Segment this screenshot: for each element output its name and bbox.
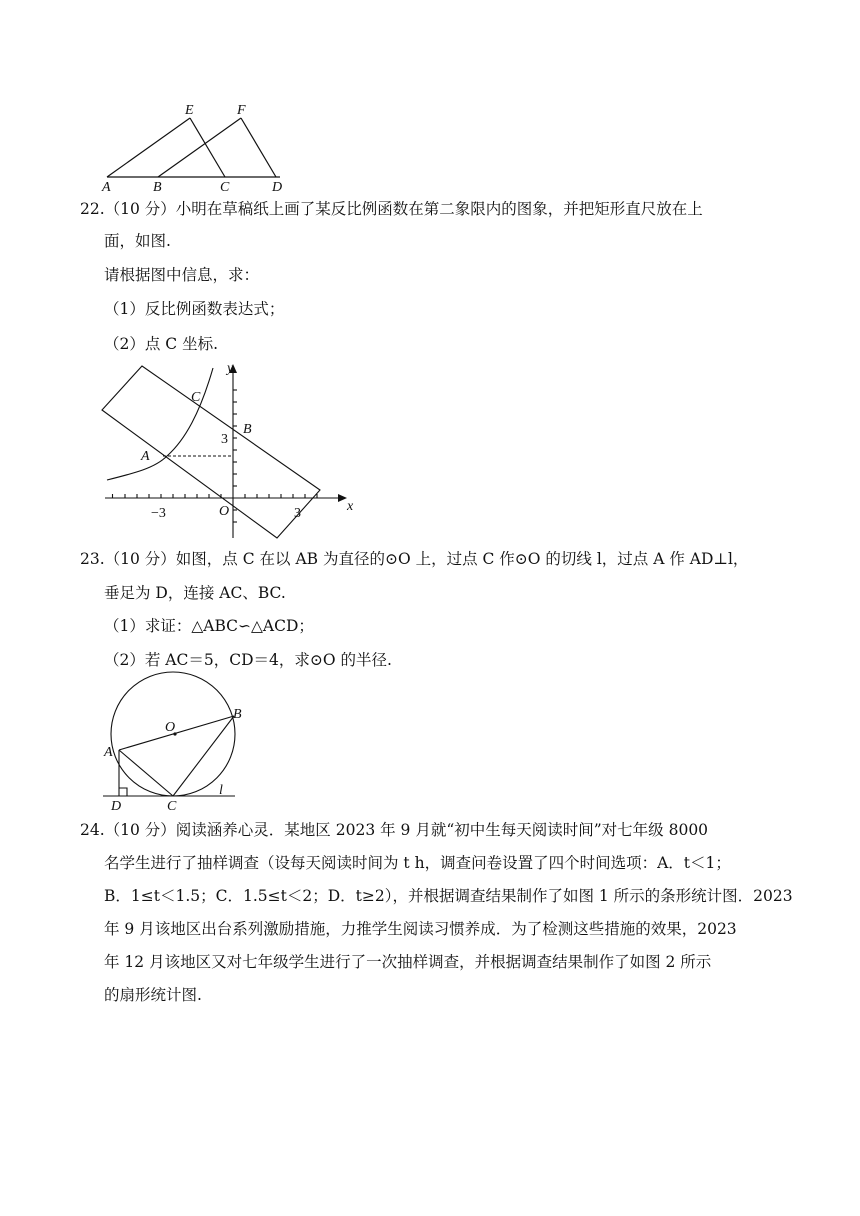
- q22-line4: （1）反比例函数表达式；: [104, 300, 285, 318]
- q22-line5: （2）点 C 坐标.: [104, 335, 219, 353]
- q22-line1: 22.（10 分）小明在草稿纸上画了某反比例函数在第二象限内的图象，并把矩形直尺放在上: [80, 200, 703, 218]
- q23-line1: 23.（10 分）如图，点 C 在以 AB 为直径的⊙O 上，过点 C 作⊙O 的切线 l，过点 A 作 AD⊥l，: [80, 550, 749, 568]
- right-angle-mark: [119, 788, 127, 796]
- label-B: B: [243, 422, 252, 437]
- q23-line2: 垂足为 D，连接 AC、BC.: [104, 584, 286, 602]
- label-C: C: [167, 799, 177, 814]
- segment-EC: [190, 118, 225, 177]
- circle-tangent-figure: [95, 670, 245, 815]
- label-l: l: [219, 783, 223, 798]
- x-axis-arrow-icon: [338, 494, 347, 502]
- segment-BF: [158, 118, 241, 177]
- ruler-rectangle: [102, 366, 320, 538]
- label-O: O: [165, 720, 176, 735]
- label-three-x: 3: [294, 506, 301, 521]
- q24-line3: B．1≤t＜1.5；C．1.5≤t＜2；D．t≥2），并根据调查结果制作了如图 1 所示的条形统计图．2023: [104, 887, 793, 905]
- label-B: B: [153, 180, 162, 193]
- q24-line2: 名学生进行了抽样调查（设每天阅读时间为 t h，调查问卷设置了四个时间选项：A．t＜1；: [104, 854, 731, 872]
- q22-line3: 请根据图中信息，求：: [104, 266, 260, 284]
- y-axis-ticks: [233, 390, 237, 522]
- label-neg-three: −3: [151, 506, 166, 521]
- label-three-y: 3: [221, 432, 228, 447]
- q22-line2: 面，如图.: [104, 232, 171, 250]
- label-E: E: [185, 103, 194, 118]
- q24-line4: 年 9 月该地区出台系列激励措施，力推学生阅读习惯养成．为了检测这些措施的效果，2023: [104, 920, 737, 938]
- label-A: A: [141, 449, 150, 464]
- label-origin: O: [219, 504, 230, 519]
- triangles-figure: [95, 98, 295, 193]
- label-A: A: [102, 180, 111, 193]
- x-axis-ticks: [113, 494, 318, 498]
- q24-line6: 的扇形统计图.: [104, 986, 202, 1004]
- label-A: A: [104, 745, 113, 760]
- segment-AE: [107, 118, 190, 177]
- q24-line5: 年 12 月该地区又对七年级学生进行了一次抽样调查，并根据调查结果制作了如图 2 所示: [104, 953, 712, 971]
- label-D: D: [272, 180, 283, 193]
- hyperbola-ruler-figure: [95, 358, 370, 543]
- q24-line1: 24.（10 分）阅读涵养心灵．某地区 2023 年 9 月就“初中生每天阅读时间”对七年级 8000: [80, 821, 709, 839]
- label-D: D: [111, 799, 122, 814]
- q23-line3: （1）求证：△ABC∽△ACD；: [104, 617, 314, 635]
- segment-FD: [241, 118, 276, 177]
- hyperbola-curve: [107, 368, 213, 480]
- segment-BC: [173, 716, 234, 796]
- label-C: C: [191, 390, 201, 405]
- diameter-AB: [119, 716, 234, 750]
- label-F: F: [237, 103, 246, 118]
- label-C: C: [220, 180, 230, 193]
- label-x: x: [347, 499, 354, 514]
- label-B: B: [233, 707, 242, 722]
- label-y: y: [227, 361, 234, 376]
- q23-line4: （2）若 AC＝5，CD＝4，求⊙O 的半径.: [104, 651, 392, 669]
